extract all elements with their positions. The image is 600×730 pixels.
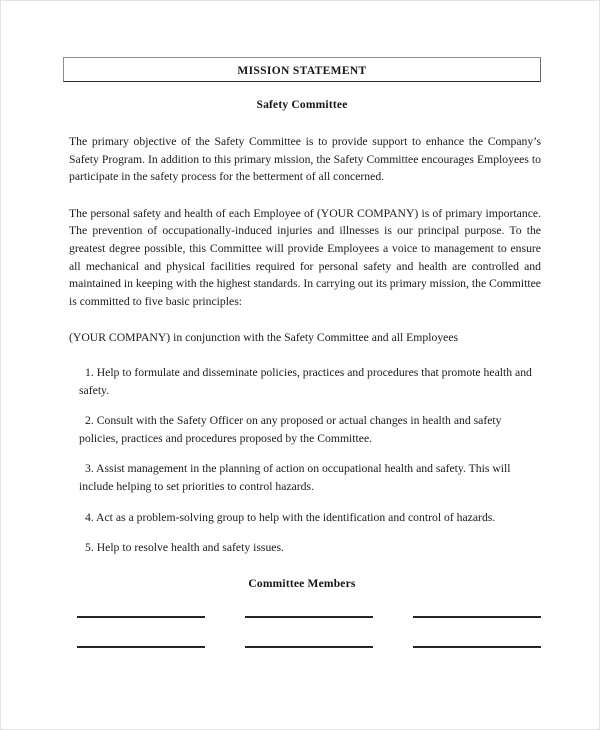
page-title: MISSION STATEMENT xyxy=(237,65,367,77)
signature-line[interactable] xyxy=(245,616,373,618)
list-item: 2. Consult with the Safety Officer on any proposed or actual changes in health and safety policies, practices and procedures proposed by the Committee. xyxy=(79,414,502,445)
signature-line[interactable] xyxy=(413,646,541,648)
list-item: 3. Assist management in the planning of action on occupational health and safety. This will include helping to set priorities to control hazards. xyxy=(79,462,511,493)
signature-row xyxy=(77,616,541,618)
signature-line[interactable] xyxy=(245,646,373,648)
list-item: 5. Help to resolve health and safety issues. xyxy=(85,541,284,555)
signature-grid xyxy=(63,616,541,648)
signature-line[interactable] xyxy=(413,616,541,618)
paragraph-1: The primary objective of the Safety Committee is to provide support to enhance the Company’s Safety Program. In addition to this primary mission, the Safety Committee encourages Employees to participate in the safety process for the betterment of all concerned. xyxy=(69,135,541,184)
list-item: 1. Help to formulate and disseminate policies, practices and procedures that promote health and safety. xyxy=(79,365,532,397)
paragraph-2: The personal safety and health of each Employee of (YOUR COMPANY) is of primary importance. The prevention of occupationally-induced injuries and illnesses is our principal purpose. To the greatest degree possible, this Committee will provide Employees a voice to management to ensure all mechanical and physical facilities required for personal safety and health are controlled and maintained in keeping with the highest standards. In carrying out its primary mission, the Committee is committed to five basic principles: xyxy=(69,206,541,308)
document-subtitle: Safety Committee xyxy=(256,99,348,111)
signature-row xyxy=(77,646,541,648)
principles-lead-in: (YOUR COMPANY) in conjunction with the Safety Committee and all Employees xyxy=(69,331,459,345)
document-title-box xyxy=(63,57,541,82)
document-body xyxy=(63,1,541,648)
signature-line[interactable] xyxy=(77,616,205,618)
principles-list xyxy=(63,364,541,557)
list-item: 4. Act as a problem-solving group to help with the identification and control of hazards. xyxy=(85,510,496,524)
committee-members-heading: Committee Members xyxy=(248,577,356,590)
signature-line[interactable] xyxy=(77,646,205,648)
